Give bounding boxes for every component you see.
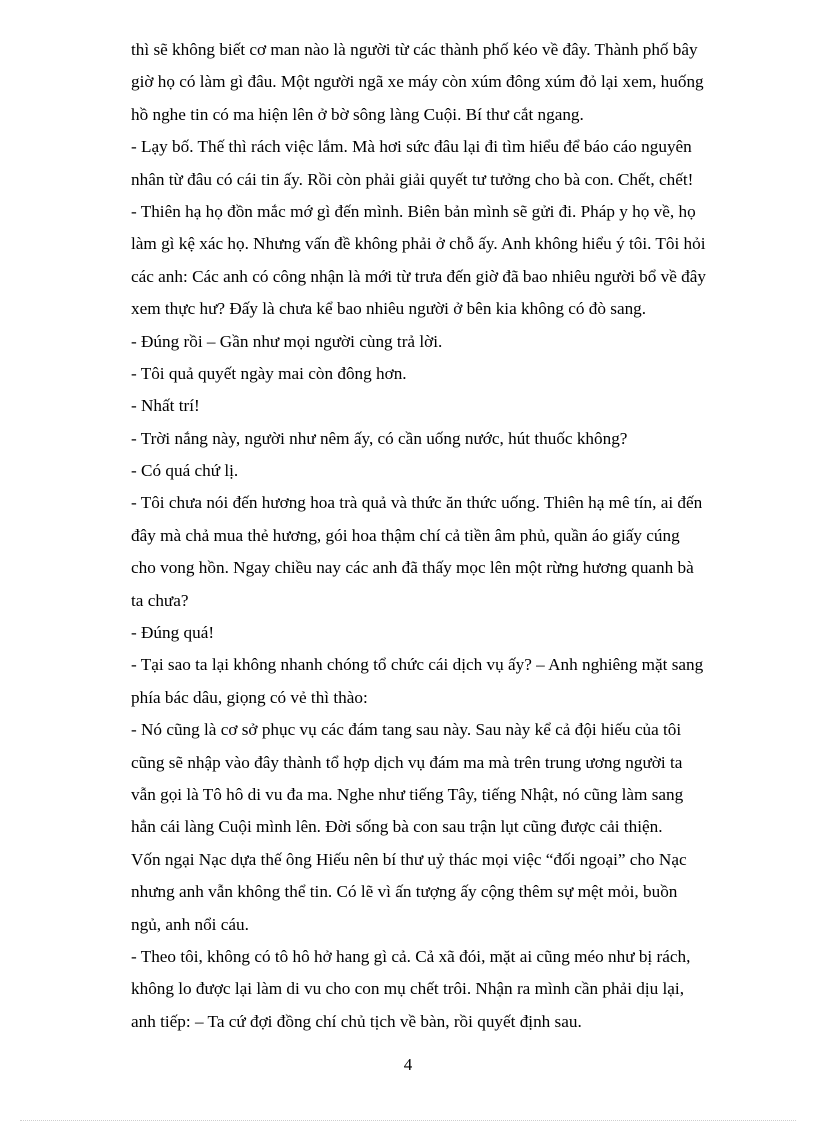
text-line: - Tôi quả quyết ngày mai còn đông hơn. [131,363,407,383]
text-line: - Có quá chứ lị. [131,461,239,481]
text-line: ta chưa? [131,590,189,610]
text-line: hẳn cái làng Cuội mình lên. Đời sống bà con sau trận lụt cũng được cải thiện. [131,817,663,837]
text-line: nhân từ đâu có cái tin ấy. Rồi còn phải giải quyết tư tưởng cho bà con. Chết, chết! [131,169,694,189]
text-line: cho vong hồn. Ngay chiều nay các anh đã thấy mọc lên một rừng hương quanh bà [131,558,694,578]
text-line: - Nó cũng là cơ sở phục vụ các đám tang sau này. Sau này kể cả đội hiếu của tôi [131,720,682,740]
text-line: vẫn gọi là Tô hô di vu đa ma. Nghe như tiếng Tây, tiếng Nhật, nó cũng làm sang [131,784,684,804]
text-line: Vốn ngại Nạc dựa thế ông Hiếu nên bí thư uỷ thác mọi việc “đối ngoại” cho Nạc [131,849,687,869]
body-text [131,34,783,1038]
text-line: - Trời nắng này, người như nêm ấy, có cần uống nước, hút thuốc không? [131,428,628,448]
text-line: ngủ, anh nổi cáu. [131,914,249,934]
text-line: - Tại sao ta lại không nhanh chóng tổ chức cái dịch vụ ấy? – Anh nghiêng mặt sang [131,655,704,675]
text-line: giờ họ có làm gì đâu. Một người ngã xe máy còn xúm đông xúm đỏ lại xem, huống [131,72,704,92]
text-line: thì sẽ không biết cơ man nào là người từ các thành phố kéo về đây. Thành phố bây [131,40,698,59]
text-line: các anh: Các anh có công nhận là mới từ trưa đến giờ đã bao nhiêu người bổ về đây [131,266,706,286]
text-line: không lo được lại làm di vu cho con mụ chết trôi. Nhận ra mình cần phải dịu lại, [131,979,684,999]
text-line: - Nhất trí! [131,396,200,416]
text-line: đây mà chả mua thẻ hương, gói hoa thậm chí cả tiền âm phủ, quần áo giấy cúng [131,525,680,545]
text-line: cũng sẽ nhập vào đây thành tổ hợp dịch vụ đám ma mà trên trung ương người ta [131,752,683,772]
text-line: - Đúng rồi – Gần như mọi người cùng trả lời. [131,331,443,351]
text-line: - Thiên hạ họ đồn mắc mớ gì đến mình. Biên bản mình sẽ gửi đi. Pháp y họ về, họ [131,201,696,221]
text-line: phía bác dâu, giọng có vẻ thì thào: [131,687,368,707]
text-line: xem thực hư? Đấy là chưa kể bao nhiêu người ở bên kia không có đò sang. [131,299,647,319]
text-line: - Đúng quá! [131,623,215,643]
text-line: hồ nghe tin có ma hiện lên ở bờ sông làng Cuội. Bí thư cắt ngang. [131,104,584,124]
text-line: - Theo tôi, không có tô hô hở hang gì cả. Cả xã đói, mặt ai cũng méo như bị rách, [131,946,691,966]
text-line: - Lạy bố. Thế thì rách việc lắm. Mà hơi sức đâu lại đi tìm hiểu để báo cáo nguyên [131,137,692,157]
page-number: 4 [403,1055,413,1074]
text-line: nhưng anh vẫn không thể tin. Có lẽ vì ấn tượng ấy cộng thêm sự mệt mỏi, buồn [131,882,678,902]
text-line: làm gì kệ xác họ. Nhưng vấn đề không phải ở chỗ ấy. Anh không hiểu ý tôi. Tôi hỏi [131,234,706,254]
text-line: - Tôi chưa nói đến hương hoa trà quả và thức ăn thức uống. Thiên hạ mê tín, ai đến [131,493,703,513]
text-line: anh tiếp: – Ta cứ đợi đồng chí chủ tịch về bàn, rồi quyết định sau. [131,1011,582,1031]
page-bottom-divider [20,1120,796,1121]
